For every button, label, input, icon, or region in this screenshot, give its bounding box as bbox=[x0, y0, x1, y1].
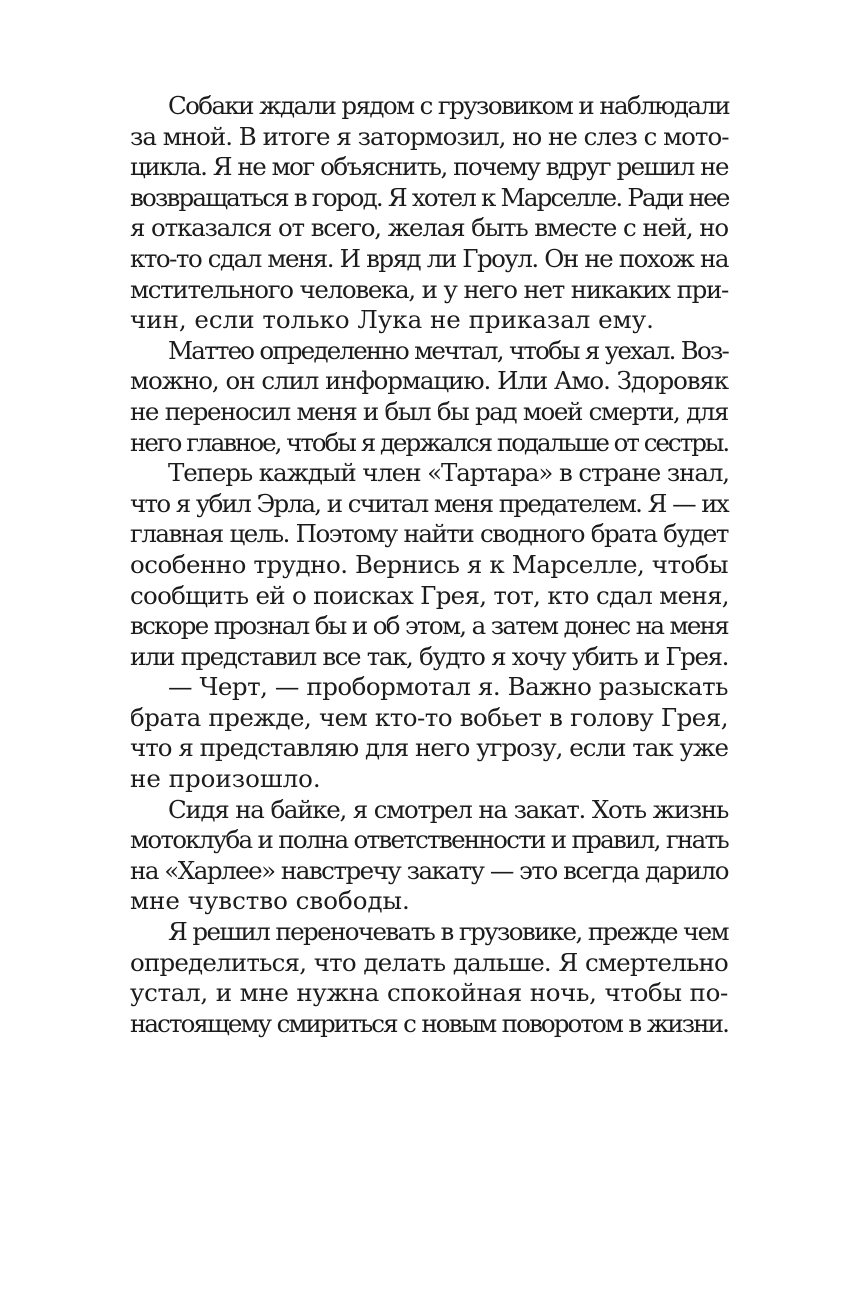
text-line: мстительного человека, и у него нет никаких при- bbox=[130, 274, 728, 304]
paragraph bbox=[130, 672, 728, 794]
text-line: не переносил меня и был бы рад моей смерти, для bbox=[130, 396, 728, 426]
text-line: на «Харлее» навстречу закату — это всегда дарило bbox=[130, 855, 728, 885]
text-line: я отказался от всего, желая быть вместе с ней, но bbox=[130, 213, 728, 243]
text-line: настоящему смириться с новым поворотом в жизни. bbox=[130, 1008, 728, 1038]
text-line: мотоклуба и полна ответственности и правил, гнать bbox=[130, 825, 728, 855]
text-line: особенно трудно. Вернись я к Марселле, чтобы bbox=[130, 549, 728, 579]
text-line: что я представляю для него угрозу, если так уже bbox=[130, 733, 728, 763]
text-line: Я решил переночевать в грузовике, прежде чем bbox=[168, 917, 728, 947]
text-line: вскоре прознал бы и об этом, а затем донес на меня bbox=[130, 611, 728, 641]
text-line: главная цель. Поэтому найти сводного брата будет bbox=[130, 519, 728, 549]
text-line: определиться, что делать дальше. Я смертельно bbox=[130, 947, 728, 977]
text-line: Теперь каждый член «Тартара» в стране знал, bbox=[168, 458, 729, 488]
text-line: мне чувство свободы. bbox=[130, 886, 410, 916]
text-line: Маттео определенно мечтал, чтобы я уехал. Воз- bbox=[168, 335, 728, 365]
text-line: что я убил Эрла, и считал меня предателем. Я — их bbox=[130, 488, 728, 518]
paragraph bbox=[130, 917, 728, 1039]
text-line: устал, и мне нужна спокойная ночь, чтобы по- bbox=[130, 978, 728, 1008]
paragraph bbox=[130, 458, 728, 672]
text-line: Собаки ждали рядом с грузовиком и наблюдали bbox=[168, 91, 730, 120]
text-line: брата прежде, чем кто-то вобьет в голову Грея, bbox=[130, 702, 728, 732]
paragraph bbox=[130, 795, 728, 917]
text-line: возвращаться в город. Я хотел к Марселле. Ради нее bbox=[130, 182, 729, 212]
text-line: Сидя на байке, я смотрел на закат. Хоть жизнь bbox=[168, 794, 728, 824]
text-line: сообщить ей о поисках Грея, тот, кто сдал меня, bbox=[130, 580, 729, 610]
text-line: не произошло. bbox=[130, 764, 321, 794]
paragraph bbox=[130, 336, 728, 458]
text-line: кто-то сдал меня. И вряд ли Гроул. Он не похож на bbox=[130, 243, 728, 273]
text-line: можно, он слил информацию. Или Амо. Здоровяк bbox=[130, 366, 728, 396]
text-line: за мной. В итоге я затормозил, но не слез с мото- bbox=[130, 121, 729, 151]
book-page bbox=[130, 91, 728, 1039]
text-line: — Черт, — пробормотал я. Важно разыскать bbox=[168, 672, 728, 702]
text-line: него главное, чтобы я держался подальше от сестры. bbox=[130, 427, 729, 457]
text-line: или представил все так, будто я хочу убить и Грея. bbox=[130, 641, 728, 671]
text-line: цикла. Я не мог объяснить, почему вдруг решил не bbox=[130, 152, 728, 182]
text-line: чин, если только Лука не приказал ему. bbox=[130, 305, 654, 335]
paragraph bbox=[130, 91, 728, 336]
